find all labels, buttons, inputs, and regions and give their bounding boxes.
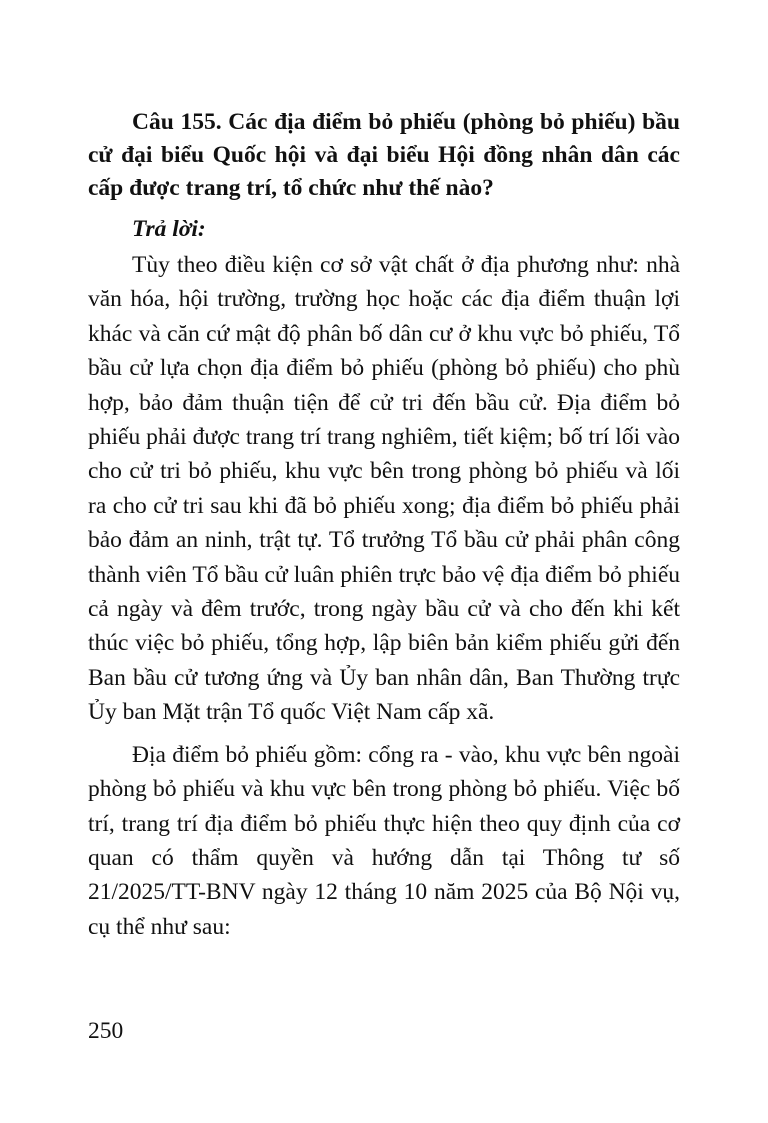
answer-label: Trả lời:: [132, 216, 206, 242]
body-paragraph-2: Địa điểm bỏ phiếu gồm: cổng ra - vào, khu vực bên ngoài phòng bỏ phiếu và khu vực bên trong phòng bỏ phiếu. Việc bố trí, trang trí địa điểm bỏ phiếu thực hiện theo quy định của cơ quan có thẩm quyền và hướng dẫn tại Thông tư số 21/2025/TT-BNV ngày 12 tháng 10 năm 2025 của Bộ Nội vụ, cụ thể như sau:: [88, 741, 680, 940]
question-heading: Câu 155. Các địa điểm bỏ phiếu (phòng bỏ phiếu) bầu cử đại biểu Quốc hội và đại biểu Hội đồng nhân dân các cấp được trang trí, tổ chức như thế nào?: [88, 109, 680, 201]
page-number: 250: [88, 1018, 124, 1044]
body-paragraph-1: Tùy theo điều kiện cơ sở vật chất ở địa phương như: nhà văn hóa, hội trường, trường học hoặc các địa điểm thuận lợi khác và căn cứ mật độ phân bố dân cư ở khu vực bỏ phiếu, Tổ bầu cử lựa chọn địa điểm bỏ phiếu (phòng bỏ phiếu) cho phù hợp, bảo đảm thuận tiện để cử tri đến bầu cử. Địa điểm bỏ phiếu phải được trang trí trang nghiêm, tiết kiệm; bố trí lối vào cho cử tri bỏ phiếu, khu vực bên trong phòng bỏ phiếu và lối ra cho cử tri sau khi đã bỏ phiếu xong; địa điểm bỏ phiếu phải bảo đảm an ninh, trật tự. Tổ trưởng Tổ bầu cử phải phân công thành viên Tổ bầu cử luân phiên trực bảo vệ địa điểm bỏ phiếu cả ngày và đêm trước, trong ngày bầu cử và cho đến khi kết thúc việc bỏ phiếu, tổng hợp, lập biên bản kiểm phiếu gửi đến Ban bầu cử tương ứng và Ủy ban nhân dân, Ban Thường trực Ủy ban Mặt trận Tổ quốc Việt Nam cấp xã.: [88, 252, 680, 726]
page-content: [88, 98, 680, 944]
